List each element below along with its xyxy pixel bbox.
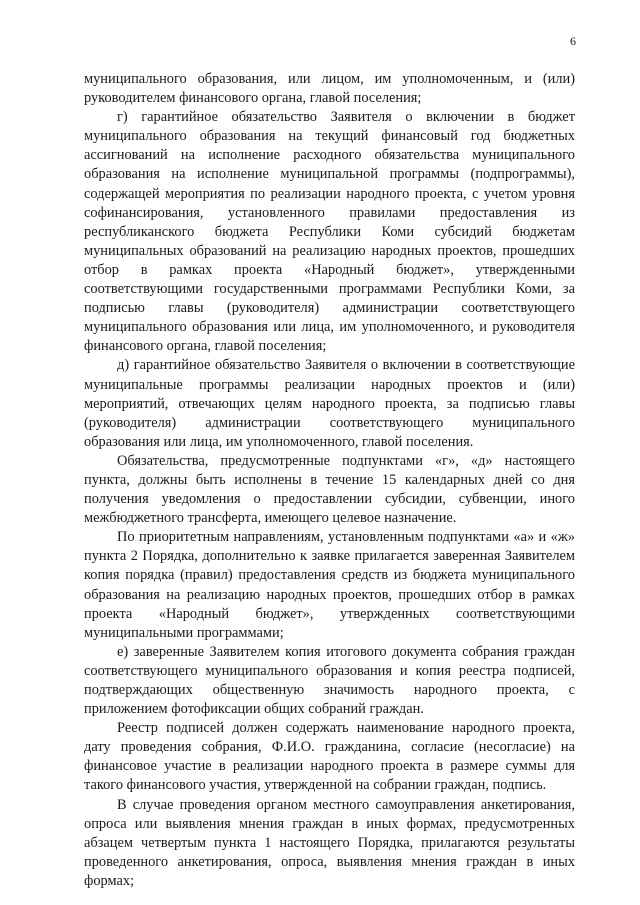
paragraph-item-d: д) гарантийное обязательство Заявителя о включении в соответствующие муниципальные программы реализации народных проектов и (или) мероприятий, отвечающих целям народного проекта, за подписью главы (руководителя) администрации соответствующего муниципального образования или лица, им уполномоченного, главой поселения. xyxy=(84,357,575,450)
paragraph-priority-directions: По приоритетным направлениям, установленным подпунктами «а» и «ж» пункта 2 Порядка, дополнительно к заявке прилагается заверенная Заявителем копия порядка (правил) предоставления средств из бюджета муниципального образования на реализацию народных проектов, прошедших отбор в рамках проекта «Народный бюджет», утвержденных соответствующими муниципальными программами; xyxy=(84,529,575,641)
paragraph-obligations: Обязательства, предусмотренные подпунктами «г», «д» настоящего пункта, должны быть исполнены в течение 15 календарных дней со дня получения уведомления о предоставлении субсидии, субвенции, иного межбюджетного трансферта, имеющего целевое назначение. xyxy=(84,452,575,527)
paragraph-item-g: г) гарантийное обязательство Заявителя о включении в бюджет муниципального образования на текущий финансовый год бюджетных ассигнований на исполнение расходного обязательства муниципального образования на исполнение муниципальной программы (подпрограммы), содержащей мероприятия по реализации народного проекта, с учетом уровня софинансирования, установленного правилами предоставления из республиканского бюджета Республики Коми субсидий бюджетам муниципальных образований на реализацию народных проектов, прошедших отбор в рамках проекта «Народный бюджет», утвержденными соответствующими государственными программами Республики Коми, за подписью главы (руководителя) администрации соответствующего муниципального образования или лица, им уполномоченного, и руководителя финансового органа, главой поселения; xyxy=(84,109,575,355)
paragraph-signature-register: Реестр подписей должен содержать наименование народного проекта, дату проведения собрания, Ф.И.О. гражданина, согласие (несогласие) на финансовое участие в реализации народного проекта в размере суммы для такого финансового участия, утвержденной на собрании граждан, подпись. xyxy=(84,720,575,794)
paragraph-survey-results: В случае проведения органом местного самоуправления анкетирования, опроса или выявления мнения граждан в иных формах, предусмотренных абзацем четвертым пункта 1 настоящего Порядка, прилагаются результаты проведенного анкетирования, опроса, выявления мнения граждан в иных формах; xyxy=(84,796,575,889)
page-number: 6 xyxy=(570,34,576,48)
paragraph-item-e: е) заверенные Заявителем копия итогового документа собрания граждан соответствующего муниципального образования и копия реестра подписей, подтверждающих общественную значимость народного проекта, с приложением фотофиксации общих собраний граждан. xyxy=(84,643,575,718)
paragraph-continuation: муниципального образования, или лицом, им уполномоченным, и (или) руководителем финансового органа, главой поселения; xyxy=(84,71,575,107)
document-body xyxy=(84,70,575,891)
